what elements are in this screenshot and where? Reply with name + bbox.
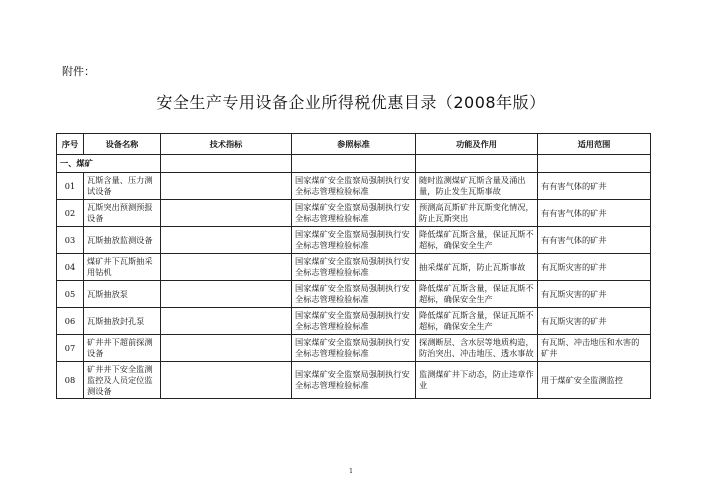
- row-no: 06: [57, 308, 84, 335]
- row-scope: 有瓦斯灾害的矿井: [538, 308, 651, 335]
- row-scope: 有瓦斯灾害的矿井: [538, 254, 651, 281]
- row-spec: [161, 227, 292, 254]
- row-no: 05: [57, 281, 84, 308]
- row-standard: 国家煤矿安全监察局强制执行安全标志管理检验标准: [292, 254, 416, 281]
- table-header-row: [57, 134, 651, 155]
- row-scope: 用于煤矿安全监测监控: [538, 362, 651, 399]
- row-no: 08: [57, 362, 84, 399]
- row-standard: 国家煤矿安全监察局强制执行安全标志管理检验标准: [292, 308, 416, 335]
- table-row: [57, 335, 651, 362]
- header-name: 设备名称: [84, 134, 161, 155]
- row-no: 01: [57, 173, 84, 200]
- table-row: [57, 362, 651, 399]
- row-name: 矿井井下超前探测设备: [84, 335, 161, 362]
- row-scope: 有瓦斯、冲击地压和水害的矿井: [538, 335, 651, 362]
- row-spec: [161, 308, 292, 335]
- row-standard: 国家煤矿安全监察局强制执行安全标志管理检验标准: [292, 362, 416, 399]
- equipment-table: [56, 133, 651, 399]
- row-function: 预测高瓦斯矿井瓦斯变化情况，防止瓦斯突出: [416, 200, 538, 227]
- header-function: 功能及作用: [416, 134, 538, 155]
- row-function: 抽采煤矿瓦斯，防止瓦斯事故: [416, 254, 538, 281]
- row-function: 降低煤矿瓦斯含量，保证瓦斯不超标，确保安全生产: [416, 281, 538, 308]
- category-empty-cell: [538, 155, 651, 173]
- attachment-label: 附件：: [62, 65, 95, 78]
- row-standard: 国家煤矿安全监察局强制执行安全标志管理检验标准: [292, 200, 416, 227]
- row-spec: [161, 173, 292, 200]
- row-function: 降低煤矿瓦斯含量，保证瓦斯不超标，确保安全生产: [416, 308, 538, 335]
- row-scope: 有瓦斯灾害的矿井: [538, 281, 651, 308]
- row-standard: 国家煤矿安全监察局强制执行安全标志管理检验标准: [292, 335, 416, 362]
- row-name: 瓦斯抽放封孔泵: [84, 308, 161, 335]
- row-spec: [161, 281, 292, 308]
- table-row: [57, 308, 651, 335]
- page-number: 1: [349, 468, 353, 475]
- table-row: [57, 173, 651, 200]
- table-row: [57, 227, 651, 254]
- row-name: 矿井井下安全监测监控及人员定位监测设备: [84, 362, 161, 399]
- row-standard: 国家煤矿安全监察局强制执行安全标志管理检验标准: [292, 227, 416, 254]
- category-empty-cell: [416, 155, 538, 173]
- category-row: [57, 155, 651, 173]
- row-standard: 国家煤矿安全监察局强制执行安全标志管理检验标准: [292, 173, 416, 200]
- row-no: 07: [57, 335, 84, 362]
- row-spec: [161, 254, 292, 281]
- table-row: [57, 281, 651, 308]
- row-scope: 有有害气体的矿井: [538, 173, 651, 200]
- row-function: 探测断层、含水层等地质构造，防治突出、冲击地压、透水事故: [416, 335, 538, 362]
- table-row: [57, 200, 651, 227]
- document-title: 安全生产专用设备企业所得税优惠目录（2008年版）: [156, 93, 546, 112]
- row-no: 02: [57, 200, 84, 227]
- row-name: 煤矿井下瓦斯抽采用钻机: [84, 254, 161, 281]
- header-no: 序号: [57, 134, 84, 155]
- category-empty-cell: [292, 155, 416, 173]
- table-row: [57, 254, 651, 281]
- header-standard: 参照标准: [292, 134, 416, 155]
- row-spec: [161, 200, 292, 227]
- row-spec: [161, 362, 292, 399]
- row-scope: 有有害气体的矿井: [538, 227, 651, 254]
- row-function: 随时监测煤矿瓦斯含量及涌出量，防止发生瓦斯事故: [416, 173, 538, 200]
- row-no: 03: [57, 227, 84, 254]
- row-name: 瓦斯抽放泵: [84, 281, 161, 308]
- row-name: 瓦斯抽放监测设备: [84, 227, 161, 254]
- row-name: 瓦斯突出预测预报设备: [84, 200, 161, 227]
- header-spec: 技术指标: [161, 134, 292, 155]
- row-name: 瓦斯含量、压力测试设备: [84, 173, 161, 200]
- category-empty-cell: [161, 155, 292, 173]
- row-function: 监测煤矿井下动态，防止违章作业: [416, 362, 538, 399]
- row-standard: 国家煤矿安全监察局强制执行安全标志管理检验标准: [292, 281, 416, 308]
- row-scope: 有有害气体的矿井: [538, 200, 651, 227]
- row-no: 04: [57, 254, 84, 281]
- row-spec: [161, 335, 292, 362]
- row-function: 降低煤矿瓦斯含量，保证瓦斯不超标，确保安全生产: [416, 227, 538, 254]
- header-scope: 适用范围: [538, 134, 651, 155]
- category-label: 一、煤矿: [57, 155, 161, 173]
